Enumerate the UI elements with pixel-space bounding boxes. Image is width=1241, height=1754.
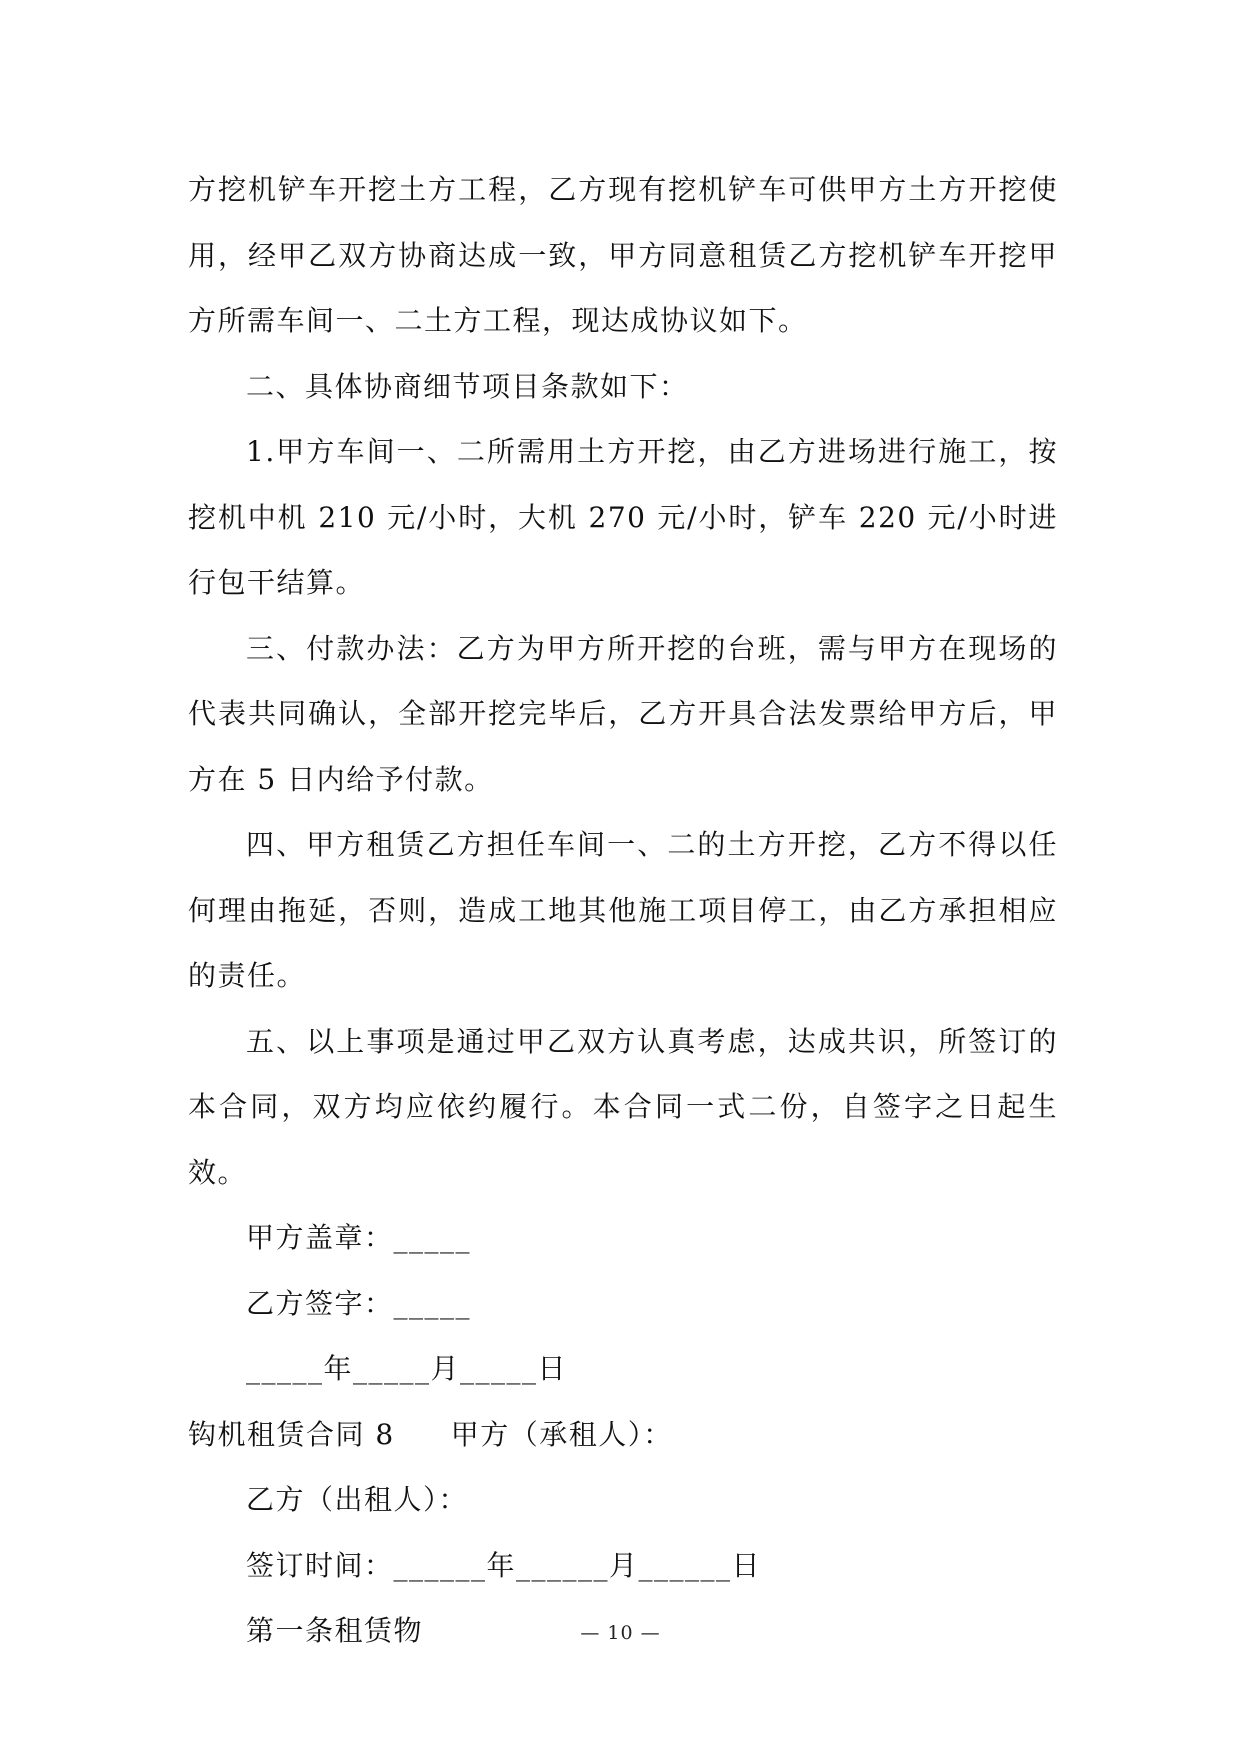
party-b-signature-line: 乙方签字：_____	[246, 1286, 472, 1320]
paragraph-section-2: 二、具体协商细节项目条款如下：	[246, 369, 689, 403]
contract-heading: 钩机租赁合同 8	[188, 1417, 395, 1451]
signing-date-line: 签订时间：______年______月______日	[246, 1548, 762, 1582]
party-b-lessor-label: 乙方（出租人）：	[246, 1483, 469, 1516]
date-line: _____年_____月_____日	[246, 1352, 568, 1385]
paragraph-section-3: 三、付款办法：乙方为甲方所开挖的台班，需与甲方在现场的代表共同确认，全部开挖完毕后，乙方开具合法发票给甲方后，甲方在 5 日内给予付款。	[188, 631, 1058, 796]
paragraph-intro-continued: 方挖机铲车开挖土方工程，乙方现有挖机铲车可供甲方土方开挖使用，经甲乙双方协商达成一致，甲方同意租赁乙方挖机铲车开挖甲方所需车间一、二土方工程，现达成协议如下。	[188, 173, 1058, 337]
paragraph-clause-1: 1.甲方车间一、二所需用土方开挖，由乙方进场进行施工，按挖机中机 210 元/小时，大机 270 元/小时，铲车 220 元/小时进行包干结算。	[188, 435, 1058, 599]
party-a-seal-line: 甲方盖章：_____	[246, 1221, 472, 1254]
document-body	[188, 157, 1058, 1664]
paragraph-section-4: 四、甲方租赁乙方担任车间一、二的土方开挖，乙方不得以任何理由拖延，否则，造成工地其他施工项目停工，由乙方承担相应的责任。	[188, 828, 1058, 992]
page-number: — 10 —	[580, 1622, 661, 1644]
contract-heading-line	[188, 1402, 1058, 1468]
party-a-lessee-label: 甲方（承租人）：	[450, 1417, 673, 1451]
paragraph-section-5: 五、以上事项是通过甲乙双方认真考虑，达成共识，所签订的本合同，双方均应依约履行。本合同一式二份，自签字之日起生效。	[188, 1024, 1058, 1189]
article-1-heading: 第一条租赁物	[246, 1614, 424, 1647]
